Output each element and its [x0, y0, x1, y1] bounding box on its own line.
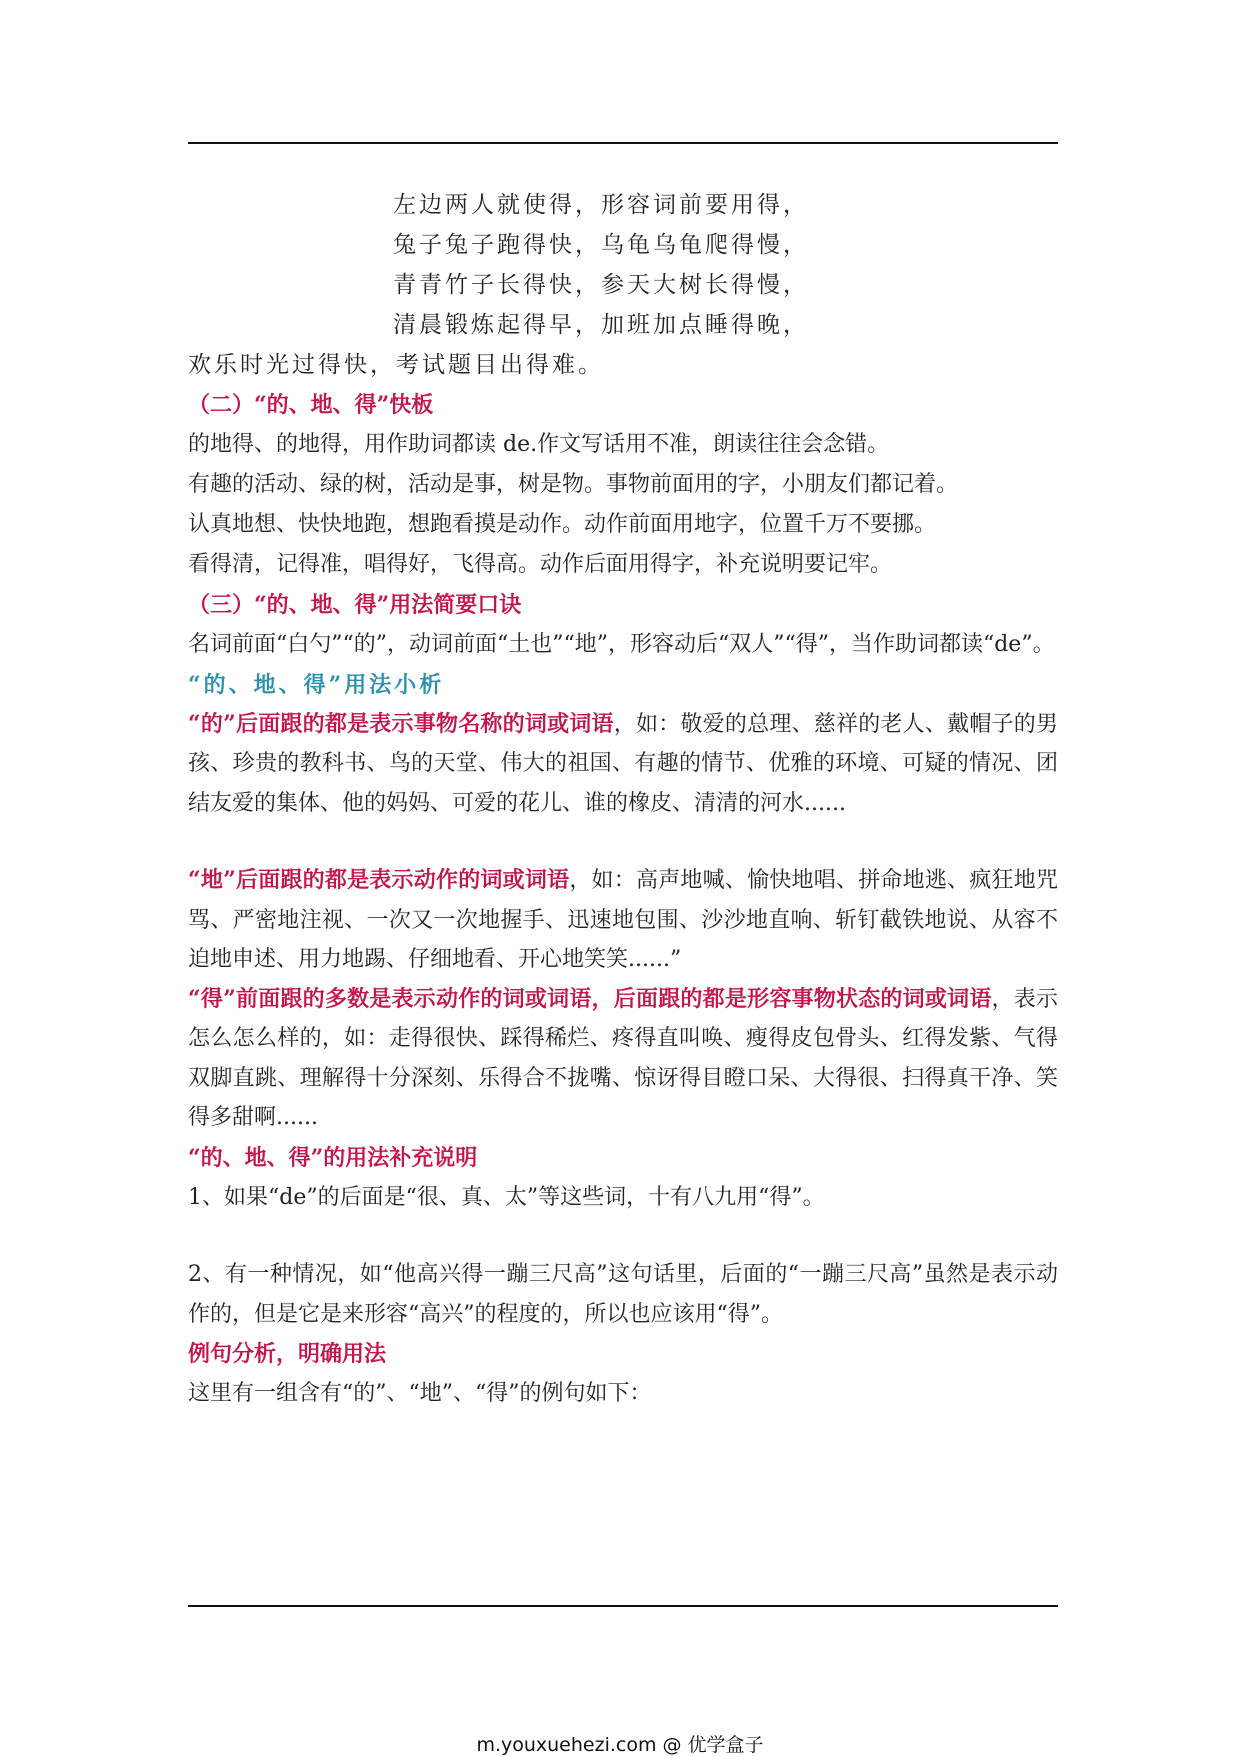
di-usage-paragraph [188, 861, 1058, 980]
top-divider [188, 142, 1058, 144]
kuaiban-line: 看得清，记得准，唱得好，飞得高。动作后面用得字，补充说明要记牢。 [188, 552, 893, 577]
supplement-item-1: 1、如果“de”的后面是“很、真、太”等这些词，十有八九用“得”。 [188, 1184, 825, 1210]
poem-line: 青青竹子长得快，参天大树长得慢， [393, 272, 809, 298]
poem-block [188, 185, 1058, 385]
de-usage-paragraph [188, 705, 1058, 824]
section3-heading: （三）“的、地、得”用法简要口诀 [188, 592, 522, 618]
mnemonic-paragraph: 名词前面“白勺”“的”，动词前面“土也”“地”，形容动后“双人”“得”，当作助词都读“de”。 [188, 632, 1055, 657]
dei-usage-paragraph [188, 980, 1058, 1138]
poem-line: 兔子兔子跑得快，乌龟乌龟爬得慢， [393, 232, 809, 258]
dei-usage-emphasis: “得”前面跟的多数是表示动作的词或词语，后面跟的都是形容事物状态的词或词语 [188, 985, 992, 1012]
bottom-divider [188, 1605, 1058, 1607]
examples-heading: 例句分析，明确用法 [188, 1341, 387, 1367]
de-usage-emphasis: “的”后面跟的都是表示事物名称的词或词语 [188, 710, 614, 737]
de-usage-examples: ，如：敬爱的总理、慈祥的老人、戴帽子的男孩、珍贵的教科书、鸟的天堂、伟大的祖国、有趣的情节、优雅的环境、可疑的情况、团结友爱的集体、他的妈妈、可爱的花儿、谁的橡皮、清清的河水...... [188, 711, 1058, 816]
supplement-item-2: 2、有一种情况，如“他高兴得一蹦三尺高”这句话里，后面的“一蹦三尺高”虽然是表示动作的，但是它是来形容“高兴”的程度的，所以也应该用“得”。 [188, 1262, 1058, 1327]
poem-line: 清晨锻炼起得早，加班加点睡得晚， [393, 312, 809, 338]
paragraph-spacer [188, 823, 1058, 861]
examples-intro: 这里有一组含有“的”、“地”、“得”的例句如下： [188, 1381, 652, 1406]
di-usage-emphasis: “地”后面跟的都是表示动作的词或词语 [188, 867, 570, 893]
poem-line: 左边两人就使得，形容词前要用得， [393, 192, 809, 218]
kuaiban-line: 有趣的活动、绿的树，活动是事，树是物。事物前面用的字，小朋友们都记着。 [188, 472, 959, 497]
document-body [188, 185, 1058, 1414]
supplement-heading: “的、地、得”的用法补充说明 [188, 1144, 478, 1171]
paragraph-spacer [188, 1217, 1058, 1255]
poem-last-line: 欢乐时光过得快，考试题目出得难。 [188, 352, 604, 378]
footer-watermark: m.youxuehezi.com @ 优学盒子 [476, 1734, 764, 1756]
section2-heading: （二）“的、地、得”快板 [188, 392, 434, 418]
kuaiban-line: 的地得、的地得，用作助词都读 de.作文写话用不准，朗读往往会念错。 [188, 432, 890, 457]
analysis-heading: “的、地、得”用法小析 [188, 671, 445, 698]
dei-usage-examples: ，表示怎么怎么样的，如：走得很快、踩得稀烂、疼得直叫唤、瘦得皮包骨头、红得发紫、气得双脚直跳、理解得十分深刻、乐得合不拢嘴、惊讶得目瞪口呆、大得很、扫得真干净、笑得多甜啊...... [188, 986, 1058, 1130]
di-usage-examples: ，如：高声地喊、愉快地唱、拼命地逃、疯狂地咒骂、严密地注视、一次又一次地握手、迅速地包围、沙沙地直响、斩钉截铁地说、从容不迫地申述、用力地踢、仔细地看、开心地笑笑......” [188, 868, 1058, 972]
kuaiban-line: 认真地想、快快地跑，想跑看摸是动作。动作前面用地字，位置千万不要挪。 [188, 512, 937, 537]
